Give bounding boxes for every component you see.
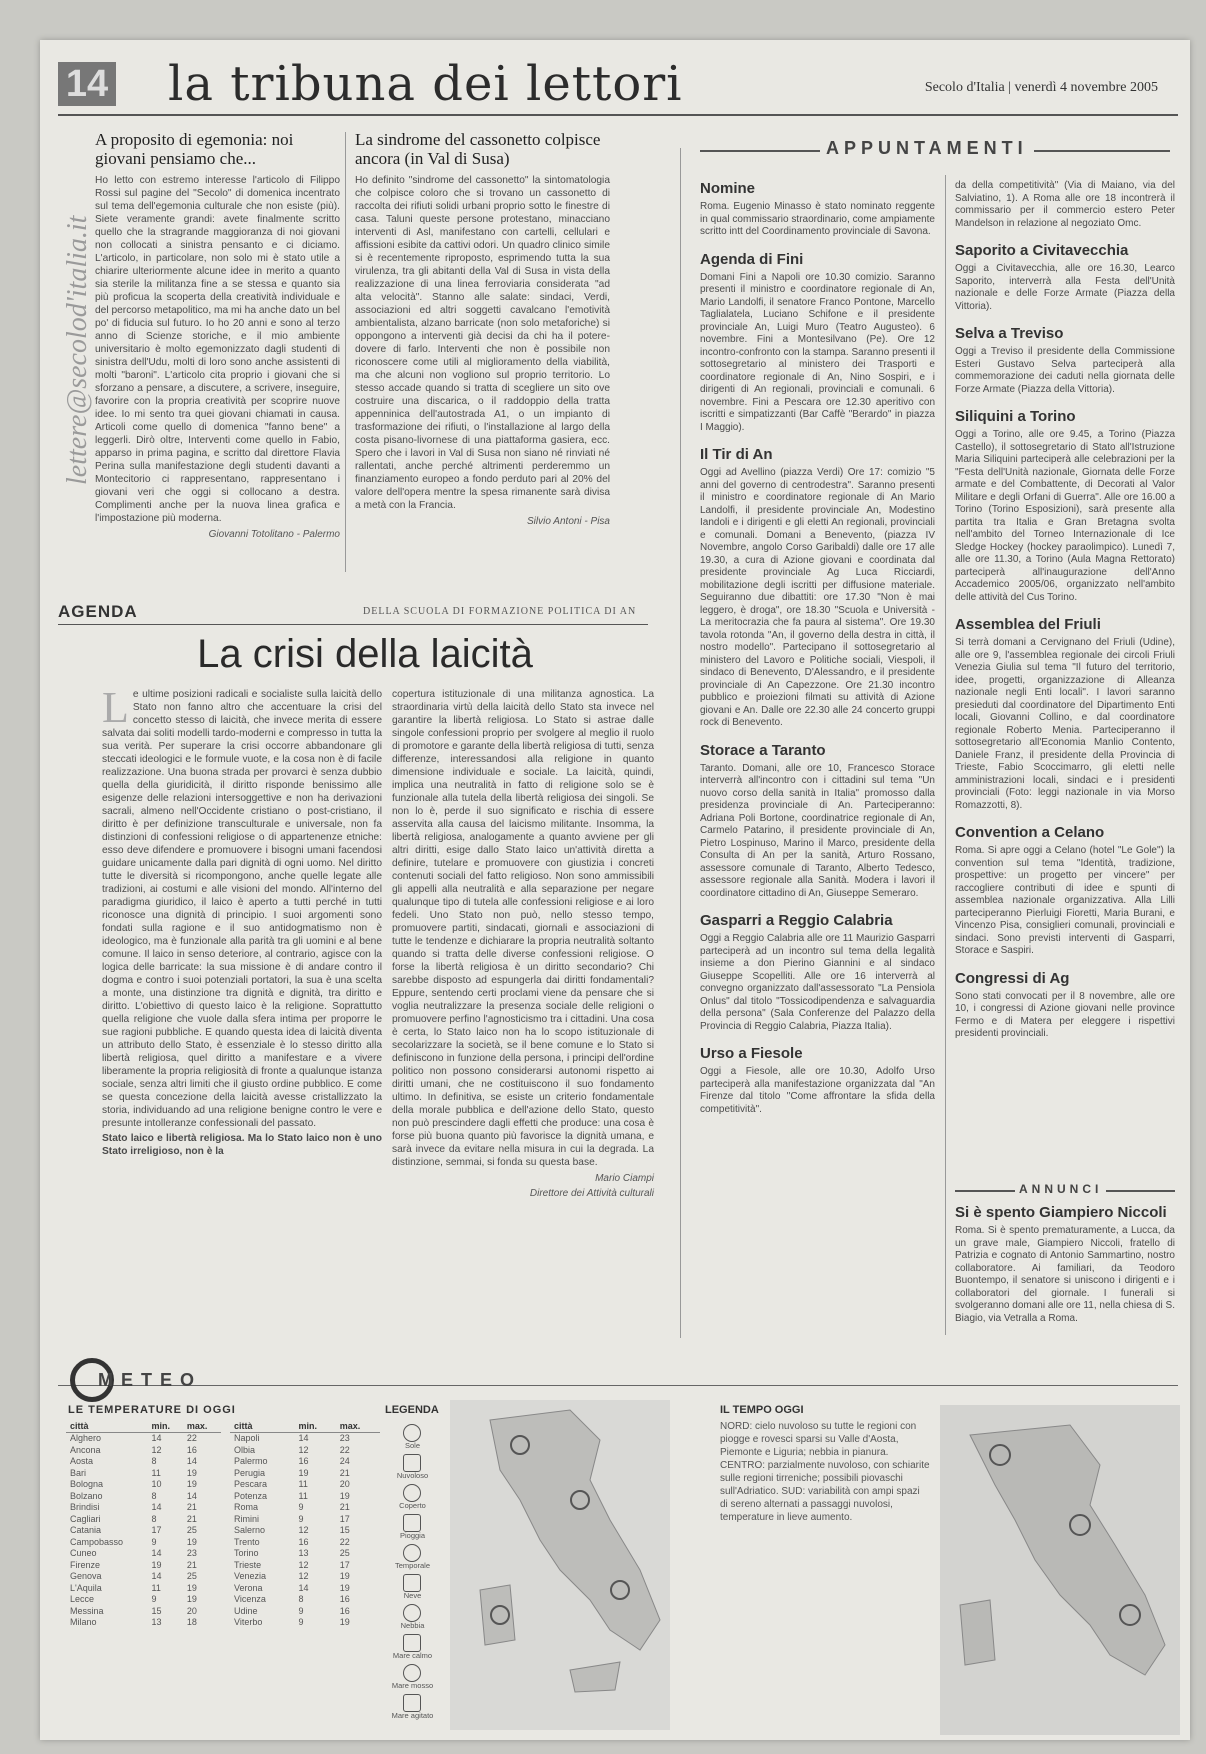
max-temp-cell: 19 <box>186 1467 197 1478</box>
min-temp-cell: 14 <box>151 1502 162 1513</box>
appointment-text: Oggi a Torino, alle ore 9.45, a Torino (Piazza Castello), il sottosegretario di Stato all'Istruzione Maria Siliquini parteciperà alle celebrazioni per la "Festa dell'Unità nazionale, Giornata delle Forze armate e del Combattente, di Decorati al Valor Militare e degli Orfani di Guerra". Alle ore 16.00 a Torino (Torino Esposizioni), sarà presente alla partita tra Italia e Gran Bretagna svolta nell'ambito del Torneo Internazionale di Ice Sledge Hockey (hockey paraolimpico). Lunedì 7, alle ore 11.30, a Torino (Aula Magna Rettorato) parteciperà all'inaugurazione dell'Anno Accademico 2005/06, organizzato nell'ambito delle attività del Cus Torino. <box>955 429 1175 603</box>
legend-label: Nebbia <box>400 1621 425 1630</box>
max-temp-cell: 14 <box>186 1490 197 1501</box>
appointment-item <box>700 912 935 1033</box>
agenda-subhead: Stato laico e libertà religiosa. Ma lo Stato laico non è uno Stato irreligioso, non è la <box>102 1133 382 1157</box>
table-row <box>66 1525 221 1537</box>
appointment-heading: Congressi di Ag <box>955 969 1070 987</box>
city-cell: Venezia <box>234 1571 267 1582</box>
appointment-text: Oggi a Fiesole, alle ore 10.30, Adolfo Urso parteciperà alla manifestazione organizzata dal "An Firenze dal titolo "Come affrontare la sfida della competitività". <box>700 1066 935 1115</box>
min-temp-cell: 11 <box>151 1582 161 1593</box>
max-temp-cell: 23 <box>339 1433 350 1444</box>
appuntamenti-band <box>700 138 1170 174</box>
appointment-item <box>955 970 1175 1041</box>
city-cell: Messina <box>70 1605 104 1616</box>
appointment-text: Taranto. Domani, alle ore 10, Francesco Storace interverrà all'incontro con i cittadini sul tema "Un nuovo corso della sanità in Italia" promosso dalla presidenza provinciale di An. Parteciperanno: Adriana Poli Bortone, coordinatrice regionale di An, Carmelo Patarino, il presidente provinciale di An, Pietro Lospinuso, Marino il Marco, presidente della Consulta di An per la sanità, Arturo Rossano, assessore comunale di Taranto, Alberto Tedesco, assessore regionale alla Sanità. Modera i lavori il coordinatore cittadino di An, Giuseppe Semeraro. <box>700 762 935 899</box>
appointment-item <box>955 824 1175 958</box>
dropcap: L <box>102 683 129 732</box>
appointment-text: Oggi a Civitavecchia, alle ore 16.30, Learco Saporito, interverrà alla Festa dell'Unità nazionale e delle Forze Armate (Piazza della Vittoria). <box>955 263 1175 312</box>
annunci-box <box>955 1182 1175 1325</box>
max-temp-cell: 25 <box>186 1525 197 1536</box>
min-temp-cell: 16 <box>298 1456 309 1467</box>
column-divider <box>945 175 946 1335</box>
max-temp-cell: 19 <box>339 1617 350 1628</box>
agenda-text-1 <box>102 683 382 1130</box>
city-cell: Salerno <box>234 1525 266 1536</box>
city-cell: Cuneo <box>70 1548 97 1559</box>
max-temp-cell: 19 <box>339 1582 350 1593</box>
min-temp-cell: 14 <box>151 1433 162 1444</box>
temperatures-title: LE TEMPERATURE DI OGGI <box>68 1404 236 1416</box>
table-row <box>66 1502 221 1514</box>
legend-icon <box>403 1544 421 1562</box>
table-row <box>230 1444 380 1456</box>
table-row <box>230 1594 380 1606</box>
table-row <box>66 1582 221 1594</box>
legend-icon <box>403 1454 421 1472</box>
city-cell: Viterbo <box>234 1617 263 1628</box>
table-row <box>230 1513 380 1525</box>
max-temp-cell: 16 <box>339 1594 350 1605</box>
min-temp-cell: 11 <box>298 1479 308 1490</box>
newspaper-date: Secolo d'Italia | venerdì 4 novembre 2005 <box>924 80 1158 95</box>
city-cell: Firenze <box>70 1559 101 1570</box>
annuncio-text: Roma. Si è spento prematuramente, a Lucca, da un grave male, Giampiero Niccoli, fratello di Patrizia e cognato di Antonio Sammartino, nostro collaboratore. Ai familiari, da Teodoro Buontempo, il senatore si uniscono i dirigenti e i collaboratori del giornale. I funerali si svolgeranno domani alle ore 11, nella chiesa di S. Biagio, via Vetralla a Roma. <box>955 1225 1175 1324</box>
appointment-heading: Urso a Fiesole <box>700 1045 803 1062</box>
letter-title: A proposito di egemonia: noi giovani pensiamo che... <box>95 130 294 168</box>
letter-1 <box>95 130 340 540</box>
max-temp-cell: 19 <box>186 1594 197 1605</box>
min-temp-cell: 12 <box>151 1444 162 1455</box>
legend-label: Temporale <box>394 1561 431 1570</box>
city-cell: Ancona <box>70 1444 101 1455</box>
legend-icon <box>403 1574 421 1592</box>
agenda-column-1 <box>102 683 382 1158</box>
appointment-heading: Nomine <box>700 180 756 197</box>
legend-title: LEGENDA <box>385 1404 439 1416</box>
city-cell: Olbia <box>234 1444 256 1455</box>
city-cell: Milano <box>70 1617 97 1628</box>
italy-weather-map <box>450 1400 670 1730</box>
max-temp-cell: 16 <box>186 1444 197 1455</box>
city-cell: L'Aquila <box>70 1582 102 1593</box>
appointment-heading: Agenda di Fini <box>700 250 804 268</box>
max-temp-cell: 21 <box>339 1502 350 1513</box>
appointment-text: Domani Fini a Napoli ore 10.30 comizio. Saranno presenti il ministro e coordinatore regionale di An, Mario Landolfi, il senatore Franco Pontone, Marcello Taglialatela, Luciano Schifone e il presidente provinciale An, Luigi Muro (Teatro Augusteo). 6 novembre. Fini a Montesilvano (Pe). Ore 12 incontro-confronto con la stampa. Saranno presenti il sottosegretario al ministero dei Trasporti e coordinatore regionale di An, Nino Sospiri, e i dirigenti di An regionali, provinciali e comunali. 6 novembre. Fini a Pescara ore 12.30 aperitivo con iscritti e simpatizzanti (Bar Caffè "Berardo" in piazza I Maggio). <box>700 271 935 433</box>
agenda-paragraph: copertura istituzionale di una militanza agnostica. La straordinaria virtù della laicità dello Stato sta invece nel garantire la libertà religiosa. Lo Stato si astrae dalle singole confessioni proprio per svolgere al meglio il ruolo di promotore e garante della libertà religiosa di tutti, senza differenze, interessandosi alla religione in quanto dimensione individuale e sociale. La laicità, quindi, implica una neutralità in fatto di religione solo se è funzionale alla tutela della libertà religiosa dei singoli. Se non lo è, perde il suo significato e rischia di essere asservita alla causa del laicismo militante. Insomma, la libertà religiosa, analogamente a quanto avviene per gli altri diritti, esige dallo Stato laico un'attività diretta a definire, tutelare e promuovere con giustizia i concreti contenuti sociali del fatto religioso. Non sono ammissibili gli appelli alla neutralità e alla separazione per negare qualunque tipo di tutela alle confessioni religiose e ai loro fedeli. Uno Stato non può, nello stesso tempo, promuovere partiti, sindacati, giornali e associazioni di tutte le tendenze e dichiarare la propria neutralità soltanto quando si tratta delle diverse confessioni religiose. O forse la libertà religiosa è un diritto secondario? Chi sarebbe disposto ad espungerla dai diritti fondamentali? Eppure, sentendo certi proclami viene da pensare che si voglia neutralizzare la presenza sociale delle religioni o promuovere perfino l'agnosticismo tra i cittadini. Una cosa è certa, lo Stato laico non ha lo scopo istituzionale di secolarizzare la società, se il bene comune e lo Stato si definiscono in funzione della persona, i principi dell'ordine politico non possono considerarsi autonomi rispetto ai diritti umani, che ne costituiscono il suo fondamento ultimo. In definitiva, se esiste un criterio fondamentale della morale pubblica e dell'azione dello Stato, questo non può prescindere dagli effetti che produce: una cosa è forse più buona quanto più favorisce la dignità umana, e sarà invece da evitare nella misura in cui la degrada. La distinzione, semmai, si fonda su questa base. <box>392 689 654 1168</box>
legend-label: Nuvoloso <box>396 1471 429 1480</box>
max-temp-cell: 19 <box>339 1490 350 1501</box>
min-temp-cell: 15 <box>151 1605 162 1616</box>
meteo-title: METEO <box>98 1370 203 1390</box>
appointment-item <box>955 408 1175 604</box>
table-row <box>230 1490 380 1502</box>
table-row <box>230 1559 380 1571</box>
table-header: città <box>66 1420 148 1432</box>
table-row <box>66 1571 221 1583</box>
max-temp-cell: 21 <box>186 1559 197 1570</box>
forecast-text: NORD: cielo nuvoloso su tutte le regioni con piogge e rovesci sparsi su Valle d'Aosta, Piemonte e Liguria; nebbia in pianura. CENTRO: parzialmente nuvoloso, con schiarite sulle regioni tirreniche; possibili piovaschi sull'Adriatico. SUD: variabilità con ampi spazi di sereno alternati a passaggi nuvolosi, temperature in lieve aumento. <box>720 1421 930 1523</box>
appointment-item <box>700 251 935 435</box>
letter-title: La sindrome del cassonetto colpisce ancora (in Val di Susa) <box>355 130 601 168</box>
appointment-heading: Gasparri a Reggio Calabria <box>700 912 893 929</box>
city-cell: Trieste <box>234 1559 262 1570</box>
city-cell: Genova <box>70 1571 102 1582</box>
max-temp-cell: 21 <box>186 1502 197 1513</box>
agenda-label: AGENDA <box>58 602 138 621</box>
city-cell: Lecce <box>70 1594 95 1605</box>
letter-2 <box>355 130 610 527</box>
agenda-column-2 <box>392 688 654 1199</box>
city-cell: Vicenza <box>234 1594 266 1605</box>
max-temp-cell: 15 <box>339 1525 350 1536</box>
max-temp-cell: 18 <box>186 1617 197 1628</box>
table-row <box>66 1432 221 1444</box>
table-header: min. <box>295 1420 336 1432</box>
legend-label: Mare agitato <box>391 1711 434 1720</box>
max-temp-cell: 19 <box>186 1479 197 1490</box>
italy-forecast-map <box>940 1405 1180 1735</box>
min-temp-cell: 13 <box>298 1548 309 1559</box>
min-temp-cell: 19 <box>151 1559 162 1570</box>
max-temp-cell: 20 <box>339 1479 350 1490</box>
min-temp-cell: 9 <box>298 1502 304 1513</box>
appointment-heading: Saporito a Civitavecchia <box>955 242 1129 259</box>
max-temp-cell: 25 <box>339 1548 350 1559</box>
max-temp-cell: 21 <box>339 1467 350 1478</box>
letter-signature: Silvio Antoni - Pisa <box>527 516 610 527</box>
appointment-text: Roma. Si apre oggi a Celano (hotel "Le Gole") la convention sul tema "Identità, tradizione, prospettive: un progetto per vincere" per raccogliere contributi di idee e spunti di assemblea nazionale organizzativa. Alla Lilli parteciperanno Pierluigi Fioretti, Maria Burani, e Vincenzo Pisa, consiglieri comunali, provinciali e sindaci. Sono previsti interventi di Gasparri, Storace e Saspiri. <box>955 845 1175 956</box>
table-row <box>66 1513 221 1525</box>
min-temp-cell: 12 <box>298 1444 309 1455</box>
city-cell: Brindisi <box>70 1502 100 1513</box>
min-temp-cell: 14 <box>151 1571 162 1582</box>
agenda-signature: Mario Ciampi <box>595 1173 654 1184</box>
max-temp-cell: 17 <box>339 1513 350 1524</box>
legend-icon <box>403 1484 421 1502</box>
city-cell: Bologna <box>70 1479 104 1490</box>
min-temp-cell: 9 <box>298 1513 304 1524</box>
min-temp-cell: 9 <box>151 1594 157 1605</box>
min-temp-cell: 8 <box>151 1490 157 1501</box>
city-cell: Alghero <box>70 1433 102 1444</box>
appointment-item <box>955 242 1175 313</box>
agenda-headline: La crisi della laicità <box>197 632 533 676</box>
table-header: max. <box>183 1420 221 1432</box>
appointment-item <box>955 180 1175 230</box>
city-cell: Bari <box>70 1467 87 1478</box>
city-cell: Napoli <box>234 1433 260 1444</box>
max-temp-cell: 16 <box>339 1605 350 1616</box>
min-temp-cell: 13 <box>151 1617 162 1628</box>
max-temp-cell: 20 <box>186 1605 197 1616</box>
table-row <box>230 1536 380 1548</box>
section-title: la tribuna dei lettori <box>168 56 683 112</box>
city-cell: Torino <box>234 1548 259 1559</box>
max-temp-cell: 21 <box>186 1513 197 1524</box>
min-temp-cell: 14 <box>298 1433 309 1444</box>
table-row <box>66 1559 221 1571</box>
table-header: città <box>230 1420 295 1432</box>
table-row <box>230 1467 380 1479</box>
city-cell: Perugia <box>234 1467 266 1478</box>
appointment-heading: Storace a Taranto <box>700 741 826 759</box>
legend-label: Mare mosso <box>391 1681 434 1690</box>
city-cell: Potenza <box>234 1490 268 1501</box>
min-temp-cell: 11 <box>151 1467 161 1478</box>
min-temp-cell: 19 <box>298 1467 309 1478</box>
annunci-title: ANNUNCI <box>1015 1182 1106 1196</box>
letter-body: Ho definito "sindrome del cassonetto" la sintomatologia che colpisce coloro che si trovano un cassonetto di raccolta dei rifiuti solidi urbani proprio sotto le finestre di casa. Taluni queste persone protestano, minacciano interventi di Asl, manifestano con cartelli, cellulari e affissioni esibite da cattivi odori. Un quadro clinico simile si è recentemente riproposto, esprimendo tutta la sua virulenza, tra gli abitanti della Val di Susa in vista della realizzazione di una linea ferroviaria considerata "ad alta velocità". Stanno alle salate: sindaci, Verdi, associazioni ed altri soggetti cavalcano l'emotività ambientalista, alzano barricate (non solo metaforiche) si oppongono a interventi già decisi da chi ha il potere-dovere di farlo. Interventi che non è possibile non riconoscere come utili al miglioramento della viabilità, ma che alcuni non vogliono sul proprio territorio. Lo stesso accade quando si tratta di scegliere un sito ove costruire una discarica, o il raddoppio della tratta appenninica dell'autostrada A1, o un impianto di trasformazione dei rifiuti, o l'installazione al largo della costa pisano-livornese di una piattaforma gasiera, ecc. Spero che i lavori in Val di Susa non siano né rinviati né rallentati, anche perché altrimenti perderemmo un finanziamento europeo a fondo perduto pari al 20% del valore dell'opera mentre la spesa rimanente sarà divisa a metà con la Francia. <box>355 175 610 511</box>
appointment-text: Oggi a Treviso il presidente della Commissione Esteri Gustavo Selva parteciperà alla commemorazione dei caduti nella giornata delle Forze Armate (Piazza della Vittoria). <box>955 346 1175 395</box>
temperature-table-left <box>66 1420 221 1628</box>
appointment-heading: Selva a Treviso <box>955 325 1064 342</box>
city-cell: Palermo <box>234 1456 268 1467</box>
max-temp-cell: 25 <box>186 1571 197 1582</box>
max-temp-cell: 22 <box>186 1433 197 1444</box>
table-row <box>66 1548 221 1560</box>
min-temp-cell: 10 <box>151 1479 162 1490</box>
table-row <box>230 1548 380 1560</box>
meteo-rule <box>58 1385 1178 1386</box>
min-temp-cell: 8 <box>151 1513 157 1524</box>
table-row <box>230 1502 380 1514</box>
appointment-item <box>700 1045 935 1116</box>
city-cell: Verona <box>234 1582 263 1593</box>
header-rule <box>58 114 1178 116</box>
agenda-band <box>58 598 648 625</box>
table-row <box>66 1456 221 1468</box>
appointment-item <box>955 325 1175 396</box>
min-temp-cell: 12 <box>298 1525 309 1536</box>
max-temp-cell: 22 <box>339 1444 350 1455</box>
letter-body: Ho letto con estremo interesse l'articolo di Filippo Rossi sul pagine del "Secolo" di domenica incentrato sul tema dell'egemonia culturale che non esiste (più). Siete veramente grandi: avete finalmente scritto quello che la stragrande maggioranza di noi giovani non collocati a sinistra pensanto e ci diciamo. L'articolo, in particolare, non solo mi è stato utile a chiarire ulteriormente alcune idee in merito a quanto sia sterile la militanza fine a se stessa e quanto sia più proficua la scoperta della creatività individuale e del percorso metapolitico, ma mi ha anche dato un bel po' di fiducia sul futuro. Io ho 20 anni e sono al terzo anno di Scienze storiche, e il mio ambiente universitario è molto egemonizzato dagli studenti di sinistra dell'Udu, molti di loro sono anche assistenti di molti "baroni". L'articolo cita proprio i giovani che si sforzano a pensare, a discutere, a scrivere, inseguire, favorire con la propria creatività per scoprire nuove idee. Io mi sento tra quei giovani chiamati in causa. Articoli come quello di domenica "fanno bene" a leggerli. Dirò oltre, Interventi come quello in Fabio, apparso in prima pagina, e scritto dal direttore Flavia Perina sulla manifestazione degli studenti davanti a Montecitorio ci rappresentano, rappresentano i giovani veri che oggi si collocano a destra. Complimenti anche per la nuova linea grafica e l'impostazione più moderna. <box>95 175 340 524</box>
table-row <box>230 1582 380 1594</box>
min-temp-cell: 9 <box>151 1536 157 1547</box>
appuntamenti-right-column <box>955 180 1175 1053</box>
temperature-table-right <box>230 1420 380 1628</box>
table-row <box>66 1617 221 1629</box>
table-row <box>66 1467 221 1479</box>
agenda-subtitle: DELLA SCUOLA DI FORMAZIONE POLITICA DI AN <box>363 606 637 617</box>
section-divider <box>680 148 681 1338</box>
max-temp-cell: 19 <box>186 1582 197 1593</box>
min-temp-cell: 12 <box>298 1559 309 1570</box>
table-row <box>66 1479 221 1491</box>
city-cell: Udine <box>234 1605 258 1616</box>
appointment-text: Oggi ad Avellino (piazza Verdi) Ore 17: comizio "5 anni del governo di centrodestra". Saranno presenti il ministro e coordinatore regionale di An Mario Landolfi, il presidente provinciale An, Modestino Iandoli e i dirigenti e gli eletti An regionali, provinciali e comunali. Domani a Benevento, (piazza IV Novembre, angolo Corso Garibaldi) dalle ore 17 alle 19.30, a cura di Azione giovani e coordinata dal presidente provinciale Ag Luca Ricciardi, mobilitazione degli iscritti per diffusione materiale. Seguiranno due dibattiti: ore 17.30 "Non è mai leggero, è droga", ore 18.30 "Scuola e Università - La meritocrazia che fa paura al sistema". Ore 19.30 tavola rotonda "An, il governo della destra in città, il nostro modello". Partecipano il sottosegretario al ministero del Lavoro e Politiche sociali, Viespoli, il sindaco di Benevento, D'Alessandro, e il presidente provinciale di An Capezzone. Ore 21.30 incontro pubblico e proiezioni filmati su attività di Azione giovani e An. Dalle ore 22.30 alle 24 concerto gruppi rock di Benevento. <box>700 467 935 728</box>
table-row <box>230 1617 380 1629</box>
city-cell: Catania <box>70 1525 102 1536</box>
city-cell: Pescara <box>234 1479 268 1490</box>
table-row <box>230 1432 380 1444</box>
legend-icon <box>403 1514 421 1532</box>
appointment-text: da della competitività" (Via di Maiano, via del Salviatino, 1). A Roma alle ore 18 incontrerà il commissario per il commercio estero Peter Mandelson in relazione al negoziato Omc. <box>955 180 1175 229</box>
min-temp-cell: 12 <box>298 1571 309 1582</box>
min-temp-cell: 14 <box>151 1548 162 1559</box>
min-temp-cell: 9 <box>298 1605 304 1616</box>
appointment-text: Sono stati convocati per il 8 novembre, alle ore 10, i congressi di Azione giovani nelle province Fermo e di Matera per eleggere i rispettivi presidenti provinciali. <box>955 990 1175 1039</box>
appointment-text: Roma. Eugenio Minasso è stato nominato reggente in qual commissario straordinario, come ampiamente scritto intt del Coordinamento provinciale di Savona. <box>700 201 935 237</box>
min-temp-cell: 14 <box>298 1582 309 1593</box>
legend-label: Sole <box>404 1441 420 1450</box>
legend-label: Mare calmo <box>392 1651 433 1660</box>
forecast-title: IL TEMPO OGGI <box>720 1404 804 1416</box>
appointment-item <box>700 446 935 730</box>
appointment-item <box>700 742 935 901</box>
max-temp-cell: 19 <box>186 1536 197 1547</box>
table-row <box>230 1456 380 1468</box>
min-temp-cell: 11 <box>298 1490 308 1501</box>
city-cell: Rimini <box>234 1513 260 1524</box>
city-cell: Aosta <box>70 1456 94 1467</box>
max-temp-cell: 14 <box>186 1456 197 1467</box>
page-header <box>58 56 1178 112</box>
annunci-rule <box>955 1182 1175 1204</box>
city-cell: Trento <box>234 1536 260 1547</box>
table-row <box>66 1536 221 1548</box>
appointment-text: Oggi a Reggio Calabria alle ore 11 Maurizio Gasparri parteciperà ad un incontro sul tema della legalità insieme a don Pierino Giannini e al sindaco Giuseppe Scopelliti. Alle ore 16 interverrà al convegno organizzato dall'assessorato "La Pensiola Onlus" dal titolo "Tossicodipendenza e salvaguardia della persona" (Sala Conferenze del Palazzo della Provincia di Reggio Calabria, Piazza Italia). <box>700 933 935 1032</box>
appointment-heading: Il Tir di An <box>700 446 773 463</box>
min-temp-cell: 9 <box>298 1617 304 1628</box>
appuntamenti-left-column <box>700 180 935 1128</box>
min-temp-cell: 8 <box>298 1594 304 1605</box>
max-temp-cell: 17 <box>339 1559 350 1570</box>
letter-signature: Giovanni Totolitano - Palermo <box>208 529 340 540</box>
max-temp-cell: 19 <box>339 1571 350 1582</box>
column-divider <box>345 132 346 572</box>
agenda-paragraph: e ultime posizioni radicali e socialiste sulla laicità dello Stato non fanno altro che accentuare la crisi del concetto stesso di laicità, che invece merita di essere salvata dai soliti modelli tardo-moderni e compresso in tutta la sua verità. Per superare la crisi occorre abbandonare gli steccati ideologici e le formule vuote, e la cosa non è di facile realizzazione. Una buona strada per provarci è senza dubbio quella della giuridicità, il diritto risponde benissimo alle esigenze delle relazioni intersoggettive e non ha derivazioni sacrali, almeno nell'Occidente cristiano o post-cristiano, il diritto è per definizione transculturale e universale, non fa distinzioni di confessioni religiose o di appartenenze etniche: esso deve difendere e promuovere i bisogni umani facendosi guidare unicamente dalla pari dignità di ogni uomo. Nel diritto tutte le diversità si ricompongono, anche quelle legate alle tradizioni, ai costumi e alle visioni del mondo. All'interno del paradigma giuridico, il laico è aperto a tutti perché in tutti riconosce una dignità di principio. I suoi argomenti sono fondati sulla ragione e il suo antidogmatismo non è ideologico, ma è funzionale alla parità tra gli uomini e al bene comune. Il laico in senso deteriore, al contrario, agisce con la logica delle barricate: la sua missione è di andare contro il dogma e contro i suoi potenziali portatori, la sua è una scelta a monte, una distinzione tra dignità e dignità, tra diritto e diritto. L'obiettivo di questo laico è la religione. Soprattutto quella religione che vuole dalla sfera intima per proporre le sue ragioni pubbliche. E quando questa idea di laicità diventa un attributo dello Stato, è essenziale è lo stesso diritto alla libertà religiosa, quel diritto a manifestare e a vivere liberamente la propria religiosità di fronte a qualunque istanza sociale, senza altri limiti che il giusto ordine pubblico. E come se questa concezione della laicità avesse cristallizzato la storia, individuando ad una religione benigne contro le vere e presunte intolleranze confessionali del passato. <box>102 689 382 1129</box>
min-temp-cell: 8 <box>151 1456 157 1467</box>
legend-label: Neve <box>403 1591 422 1600</box>
legend-icon <box>403 1664 421 1682</box>
city-cell: Bolzano <box>70 1490 103 1501</box>
legend-icon <box>403 1424 421 1442</box>
appointment-item <box>955 616 1175 812</box>
legend-label: Pioggia <box>399 1531 426 1540</box>
table-row <box>230 1571 380 1583</box>
appointment-text: Si terrà domani a Cervignano del Friuli (Udine), alle ore 9, l'assemblea regionale dei circoli Friuli Venezia Giulia sul tema "Il futuro del territorio, idee, progetti, organizzazione di Alleanza nazionale negli Enti locali". I lavori saranno presieduti dal coordinatore del Dipartimento Enti locali, Giovanni Collino, e dal coordinatore regionale Roberto Menia. Parteciperanno il sottosegretario all'Economia Manlio Contento, Daniele Franz, il presidente della Provincia di Trieste, Fabio Scoccimarro, gli eletti nelle amministrazioni locali, sindaci e i presidenti provinciali (Foto: leggi nazionale in via Morso Romazzotti, 8). <box>955 637 1175 811</box>
table-header: min. <box>148 1420 183 1432</box>
max-temp-cell: 22 <box>339 1536 350 1547</box>
min-temp-cell: 17 <box>151 1525 162 1536</box>
email-sidebar: lettere@secolod'italia.it <box>62 215 93 485</box>
city-cell: Roma <box>234 1502 259 1513</box>
appointment-heading: Siliquini a Torino <box>955 408 1076 425</box>
legend-icon <box>403 1694 421 1712</box>
appointment-heading: Convention a Celano <box>955 824 1105 841</box>
max-temp-cell: 23 <box>186 1548 197 1559</box>
max-temp-cell: 24 <box>339 1456 350 1467</box>
annuncio-heading: Si è spento Giampiero Niccoli <box>955 1204 1167 1221</box>
table-row <box>230 1479 380 1491</box>
min-temp-cell: 16 <box>298 1536 309 1547</box>
city-cell: Cagliari <box>70 1513 101 1524</box>
appuntamenti-title: APPUNTAMENTI <box>820 138 1034 159</box>
city-cell: Campobasso <box>70 1536 124 1547</box>
table-row <box>66 1594 221 1606</box>
legend-label: Coperto <box>399 1501 426 1510</box>
table-row <box>66 1490 221 1502</box>
table-row <box>66 1444 221 1456</box>
table-row <box>230 1525 380 1537</box>
appointment-item <box>700 180 935 239</box>
table-row <box>66 1605 221 1617</box>
table-row <box>230 1605 380 1617</box>
page-number: 14 <box>58 62 116 106</box>
newspaper-page <box>40 40 1190 1740</box>
table-header: max. <box>336 1420 380 1432</box>
legend-icon <box>403 1634 421 1652</box>
legend-icon <box>403 1604 421 1622</box>
appointment-heading: Assemblea del Friuli <box>955 616 1101 633</box>
agenda-signature-role: Direttore dei Attività culturali <box>529 1188 654 1199</box>
